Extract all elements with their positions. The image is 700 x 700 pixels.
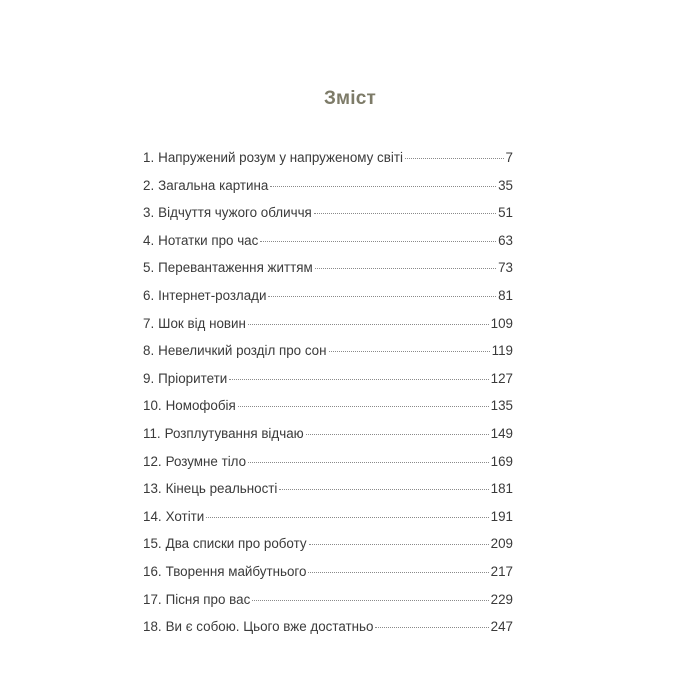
toc-entry [143, 343, 513, 371]
chapter-title: Творення майбутнього [165, 563, 307, 579]
page-number: 149 [490, 425, 513, 441]
dot-leader [248, 462, 489, 463]
dot-leader [238, 406, 489, 407]
toc-entry [143, 150, 513, 178]
chapter-number: 4. [143, 232, 155, 248]
page-number: 209 [490, 536, 513, 552]
dot-leader [206, 517, 488, 518]
chapter-number: 9. [143, 370, 155, 386]
chapter-number: 11. [143, 425, 161, 441]
page-number: 247 [490, 619, 513, 635]
chapter-number: 16. [143, 563, 162, 579]
toc-entry [143, 509, 513, 537]
chapter-title: Інтернет-розлади [158, 287, 267, 303]
chapter-title: Ви є собою. Цього вже достатньо [165, 619, 374, 635]
chapter-number: 14. [143, 508, 162, 524]
chapter-title: Пріоритети [158, 370, 228, 386]
dot-leader [375, 627, 488, 628]
dot-leader [279, 489, 488, 490]
chapter-number: 8. [143, 343, 155, 359]
toc-entry [143, 205, 513, 233]
chapter-number: 15. [143, 536, 162, 552]
chapter-number: 10. [143, 398, 162, 414]
dot-leader [248, 324, 489, 325]
dot-leader [252, 600, 488, 601]
chapter-title: Відчуття чужого обличчя [158, 205, 312, 221]
chapter-title: Шок від новин [158, 315, 246, 331]
chapter-title: Розплутування відчаю [164, 425, 304, 441]
toc-entry [143, 178, 513, 206]
page-number: 127 [490, 370, 513, 386]
chapter-title: Хотіти [165, 508, 205, 524]
dot-leader [268, 296, 496, 297]
dot-leader [229, 379, 488, 380]
chapter-title: Загальна картина [158, 177, 269, 193]
chapter-title: Невеличкий розділ про сон [158, 343, 327, 359]
chapter-title: Кінець реальності [165, 481, 278, 497]
chapter-number: 7. [143, 315, 155, 331]
chapter-title: Перевантаження життям [158, 260, 313, 276]
page-number: 51 [498, 205, 513, 221]
page-title: Зміст [323, 88, 377, 109]
chapter-number: 12. [143, 453, 162, 469]
page-number: 7 [505, 150, 513, 165]
page-number: 217 [490, 563, 513, 579]
chapter-title: Номофобія [165, 398, 236, 414]
toc-entry [143, 233, 513, 261]
page-number: 109 [490, 315, 513, 331]
dot-leader [315, 268, 496, 269]
toc-entry [143, 454, 513, 482]
chapter-title: Розумне тіло [165, 453, 247, 469]
chapter-number: 3. [143, 205, 155, 221]
toc-entry [143, 564, 513, 592]
page-number: 181 [490, 481, 513, 497]
page-number: 73 [498, 260, 513, 276]
chapter-title: Нотатки про час [158, 232, 259, 248]
chapter-number: 2. [143, 177, 155, 193]
chapter-title: Пісня про вас [165, 591, 251, 607]
toc-entry [143, 536, 513, 564]
page-number: 63 [498, 232, 513, 248]
dot-leader [270, 186, 496, 187]
chapter-title: Два списки про роботу [165, 536, 307, 552]
dot-leader [309, 544, 489, 545]
page-number: 119 [491, 343, 513, 359]
toc-entry [143, 592, 513, 620]
page-number: 81 [498, 287, 513, 303]
toc-entry [143, 619, 513, 647]
toc-entry [143, 426, 513, 454]
toc-entry [143, 288, 513, 316]
toc-entry [143, 371, 513, 399]
dot-leader [306, 434, 489, 435]
dot-leader [405, 158, 504, 159]
toc-entry [143, 260, 513, 288]
dot-leader [260, 241, 496, 242]
chapter-number: 13. [143, 481, 162, 497]
chapter-number: 17. [143, 591, 162, 607]
page-number: 135 [490, 398, 513, 414]
dot-leader [308, 572, 488, 573]
chapter-number: 6. [143, 287, 155, 303]
page-number: 191 [490, 508, 513, 524]
page-number: 35 [498, 177, 513, 193]
table-of-contents [143, 150, 513, 647]
chapter-number: 1. [143, 150, 155, 165]
page-number: 169 [490, 453, 513, 469]
chapter-number: 5. [143, 260, 155, 276]
page-number: 229 [490, 591, 513, 607]
dot-leader [329, 351, 490, 352]
toc-entry [143, 398, 513, 426]
chapter-number: 18. [143, 619, 162, 635]
toc-entry [143, 481, 513, 509]
dot-leader [314, 213, 496, 214]
toc-entry [143, 316, 513, 344]
chapter-title: Напружений розум у напруженому світі [158, 150, 403, 165]
